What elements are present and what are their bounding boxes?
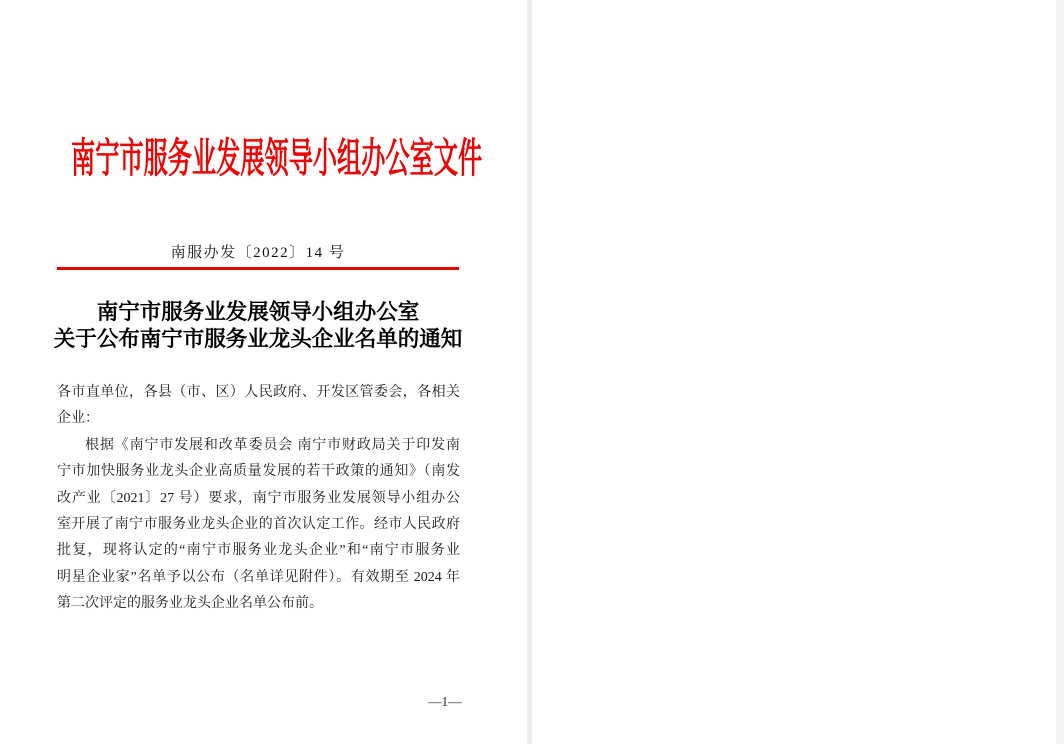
- body-line: 各市直单位，各县（市、区）人民政府、开发区管委会，各相关: [57, 385, 460, 400]
- body-line: 第二次评定的服务业龙头企业名单公布前。: [57, 596, 323, 612]
- body-line: 根据《南宁市发展和改革委员会 南宁市财政局关于印发南: [85, 437, 460, 453]
- body-line: 改产业〔2021〕27 号）要求，南宁市服务业发展领导小组办公: [57, 490, 460, 506]
- red-divider-line: [57, 267, 459, 270]
- document-body: [57, 380, 460, 618]
- document-title-line2: 关于公布南宁市服务业龙头企业名单的通知: [53, 326, 463, 351]
- document-title: [47, 299, 469, 352]
- document-page-2: [532, 0, 1056, 744]
- body-line: 宁市加快服务业龙头企业高质量发展的若干政策的通知》（南发: [57, 464, 460, 480]
- body-line: 明星企业家”名单予以公布（名单详见附件）。有效期至 2024 年: [57, 569, 460, 585]
- page-number-1: —1—: [428, 694, 462, 709]
- document-number: 南服办发〔2022〕14 号: [170, 245, 346, 261]
- body-line: 企业：: [57, 411, 99, 427]
- scan-edge-shadow: [1056, 0, 1064, 744]
- document-page-1: [0, 0, 527, 744]
- document-title-line1: 南宁市服务业发展领导小组办公室: [96, 300, 420, 324]
- body-line: 室开展了南宁市服务业龙头企业的首次认定工作。经市人民政府: [57, 516, 460, 532]
- masthead-title: 南宁市服务业发展领导小组办公室文件: [71, 135, 483, 181]
- body-line: 批复，现将认定的“南宁市服务业龙头企业”和“南宁市服务业: [57, 543, 460, 559]
